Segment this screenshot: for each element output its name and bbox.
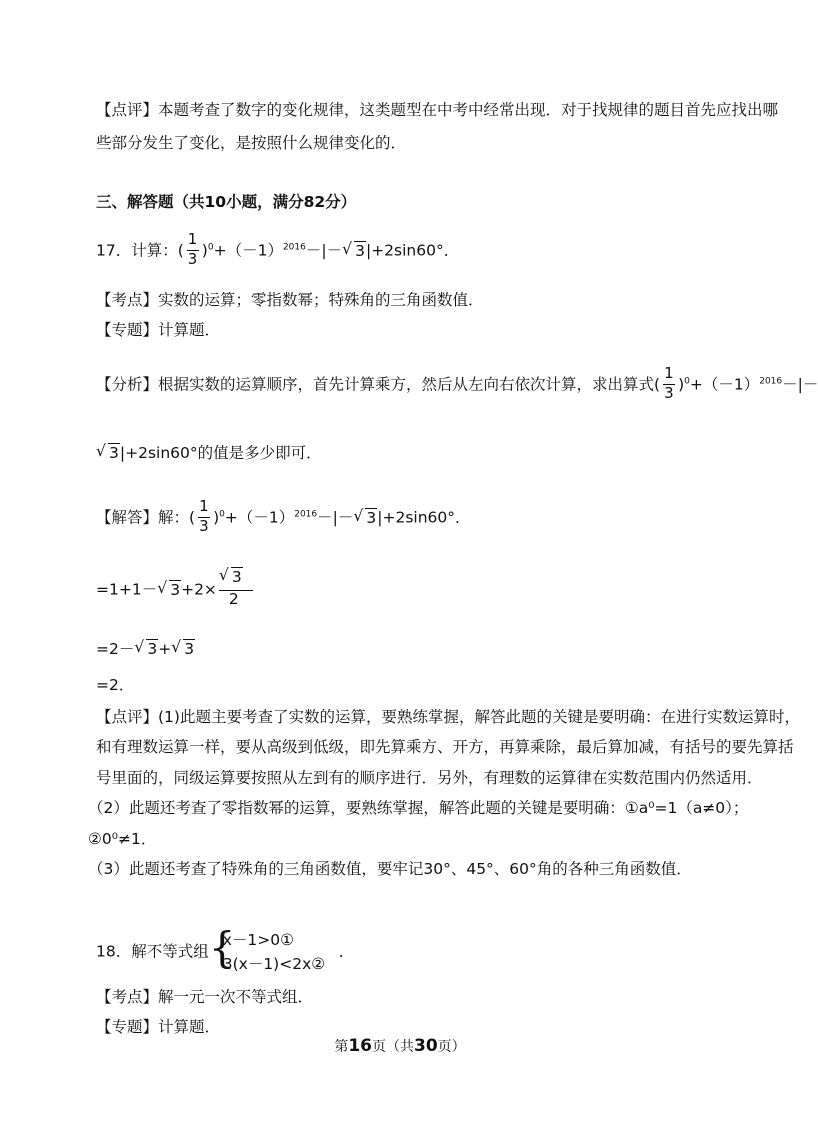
q17-step-3: =2．	[96, 676, 135, 694]
fraction-one-third: $\frac{1}{3}$	[187, 230, 198, 268]
sqrt-3: √ 3	[342, 242, 366, 260]
q17-analysis-line-1: 【分析】根据实数的运算顺序，首先计算乘方，然后从左向右依次计算，求出算式( $\frac{1}{3}$ )$^0+(-1)^{2016}-|-$	[96, 364, 818, 402]
q17-solution: 【解答】解：( $\frac{1}{3}$ )$^0+(-1)^{2016}-|-√$ 3|+2sin60°．	[96, 501, 471, 535]
q17-analysis-line-2: √ 3|+2sin60°的值是多少即可．	[96, 441, 322, 463]
inequality-system: { x－1>0① 3(x－1)<2x②	[208, 923, 326, 973]
q17-kaodian: 【考点】实数的运算；零指数幂；特殊角的三角函数值．	[96, 291, 484, 309]
sqrt-3: √ 3	[134, 640, 158, 658]
q17-problem: 17．计算：( $\frac{1}{3}$ )$^0+(-1)^{2016}-|-√$ 3|+2sin60°．	[96, 234, 459, 268]
q18-label: 18．解不等式组	[96, 942, 209, 961]
q18-kaodian: 【考点】解一元一次不等式组．	[96, 988, 314, 1006]
page-number: 16	[348, 1036, 372, 1056]
page-total: 30	[414, 1036, 438, 1056]
q17-comment-6: （3）此题还考查了特殊角的三角函数值，要牢记30°、45°、60°角的各种三角函数值．	[88, 860, 692, 878]
q17-step-1: =1+1－√ 3+2× √ $\frac{3}{2}$	[96, 570, 257, 610]
q18-zhuanti: 【专题】计算题．	[96, 1018, 221, 1036]
page-footer: 第16页（共30页）	[334, 1036, 466, 1056]
q17-label: 17．计算：	[96, 241, 178, 260]
q17-zhuanti: 【专题】计算题．	[96, 321, 221, 339]
sqrt-3: √ 3	[353, 509, 377, 527]
q17-comment-5: ②0⁰≠1．	[88, 830, 157, 848]
fraction-sqrt3-over-2: √ $\frac{3}{2}$	[217, 570, 257, 610]
q17-comment-2: 和有理数运算一样，要从高级到低级，即先算乘方、开方，再算乘除，最后算加减，有括号的要先算括	[96, 738, 794, 756]
q17-comment-3: 号里面的，同级运算要按照从左到有的顺序进行．另外，有理数的运算律在实数范围内仍然适用．	[96, 769, 763, 787]
q17-comment-4: （2）此题还考查了零指数幂的运算，要熟练掌握，解答此题的关键是要明确：①a⁰=1（a≠0）；	[88, 799, 749, 817]
sqrt-3: √ 3	[157, 581, 181, 599]
q18-problem: 18．解不等式组 { x－1>0① 3(x－1)<2x② ．	[96, 928, 354, 976]
fraction-one-third: $\frac{1}{3}$	[199, 497, 209, 535]
comment-line-2: 些部分发生了变化，是按照什么规律变化的．	[96, 134, 407, 152]
fraction-one-third: $\frac{1}{3}$	[664, 364, 674, 402]
sqrt-3: √ 3	[171, 640, 195, 658]
q17-step-2: =2－√ 3+√ 3	[96, 637, 195, 659]
section-heading: 三、解答题（共10小题，满分82分）	[96, 193, 357, 211]
comment-line-1: 【点评】本题考查了数字的变化规律，这类题型在中考中经常出现．对于找规律的题目首先应找出哪	[96, 101, 779, 119]
q17-comment-1: 【点评】(1)此题主要考查了实数的运算，要熟练掌握，解答此题的关键是要明确：在进行实数运算时，	[96, 708, 800, 726]
sqrt-3: √ 3	[96, 444, 120, 462]
